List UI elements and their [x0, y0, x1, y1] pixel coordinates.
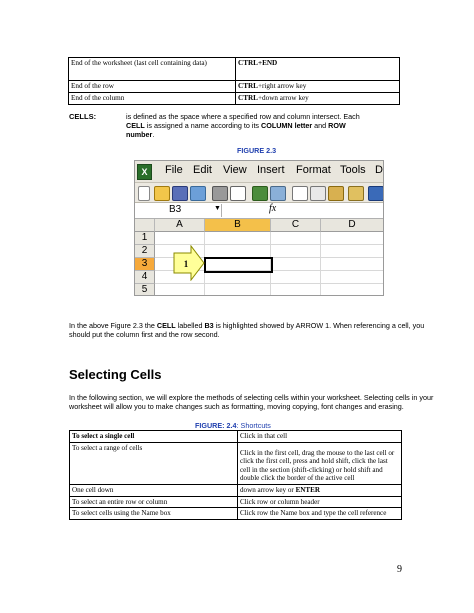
spreadsheet-cell[interactable] [321, 232, 384, 245]
spreadsheet-cell[interactable] [321, 245, 384, 258]
table-cell: End of the row [69, 81, 236, 93]
table-cell: CTRL+down arrow key [236, 93, 400, 105]
spreadsheet-cell[interactable] [321, 284, 384, 296]
section-heading: Selecting Cells [69, 367, 162, 382]
table-cell: To select an entire row or column [70, 496, 238, 508]
name-box[interactable]: B3 ▼ [135, 204, 222, 217]
figure-2-4-caption: FIGURE: 2.4: Shortcuts [195, 421, 271, 430]
table-cell: Click row or column header [238, 496, 402, 508]
row-header[interactable]: 5 [135, 284, 155, 296]
chevron-down-icon[interactable]: ▼ [214, 205, 221, 212]
row-header[interactable]: 4 [135, 271, 155, 284]
menu-file[interactable]: File [165, 164, 183, 176]
formula-bar [135, 203, 383, 219]
row-header[interactable]: 2 [135, 245, 155, 258]
cells-term: CELLS: [69, 112, 97, 121]
table-cell: CTRL+END [236, 58, 400, 81]
table-row [70, 496, 402, 508]
table-cell: One cell down [70, 484, 238, 496]
shortcut-table-top [68, 57, 400, 105]
menu-format[interactable]: Format [296, 164, 331, 176]
spelling-icon[interactable] [252, 186, 268, 201]
excel-screenshot [134, 160, 384, 296]
table-row [69, 93, 400, 105]
cut-icon[interactable] [292, 186, 308, 201]
menu-data[interactable]: D [375, 164, 383, 176]
row-header[interactable]: 3 [135, 258, 155, 271]
undo-icon[interactable] [368, 186, 384, 201]
table-cell: End of the column [69, 93, 236, 105]
column-header[interactable]: A [155, 219, 205, 232]
format-painter-icon[interactable] [348, 186, 364, 201]
research-icon[interactable] [270, 186, 286, 201]
arrow-label: 1 [183, 259, 189, 269]
menu-bar [135, 161, 383, 183]
menu-insert[interactable]: Insert [257, 164, 285, 176]
paste-icon[interactable] [328, 186, 344, 201]
table-row [70, 484, 402, 496]
menu-view[interactable]: View [223, 164, 247, 176]
table-cell: Click in that cell [238, 431, 402, 443]
table-cell: CTRL+right arrow key [236, 81, 400, 93]
selected-cell-b3[interactable] [204, 257, 273, 273]
table-row [70, 508, 402, 520]
table-cell: To select a range of cells [70, 442, 238, 484]
figure-caption: FIGURE 2.3 [237, 146, 277, 155]
spreadsheet-cell[interactable] [155, 284, 205, 296]
select-all-corner[interactable] [135, 219, 155, 232]
spreadsheet-cell[interactable] [271, 258, 321, 271]
print-icon[interactable] [212, 186, 228, 201]
table-cell: To select a single cell [70, 431, 238, 443]
menu-tools[interactable]: Tools [340, 164, 366, 176]
spreadsheet-cell[interactable] [321, 258, 384, 271]
email-icon[interactable] [190, 186, 206, 201]
spreadsheet-cell[interactable] [271, 271, 321, 284]
open-icon[interactable] [154, 186, 170, 201]
excel-app-icon: X [137, 164, 152, 180]
table-cell: Click in the first cell, drag the mouse to the last cell or click the first cell, press and hold shift, click the last cell in the section (shift-clicking) or hold shift and double click the border of the active cell [238, 442, 402, 484]
copy-icon[interactable] [310, 186, 326, 201]
table-cell: Click row the Name box and type the cell reference [238, 508, 402, 520]
page-number: 9 [397, 564, 402, 575]
column-header[interactable]: B [205, 219, 271, 232]
column-header[interactable]: C [271, 219, 321, 232]
cells-definition: is defined as the space where a specified row and column intersect. Each CELL is assigned a name according to its COLUMN letter and ROW number. [126, 112, 360, 140]
spreadsheet-cell[interactable] [205, 284, 271, 296]
table-row [70, 442, 402, 484]
table-cell: End of the worksheet (last cell containing data) [69, 58, 236, 81]
spreadsheet-cell[interactable] [271, 245, 321, 258]
menu-edit[interactable]: Edit [193, 164, 212, 176]
table-cell: down arrow key or ENTER [238, 484, 402, 496]
spreadsheet-cell[interactable] [155, 232, 205, 245]
standard-toolbar [135, 183, 383, 203]
spreadsheet-cell[interactable] [205, 232, 271, 245]
column-header[interactable]: D [321, 219, 384, 232]
new-icon[interactable] [138, 186, 150, 201]
spreadsheet-cell[interactable] [271, 232, 321, 245]
figure-explanation: In the above Figure 2.3 the CELL labelled B3 is highlighted showed by ARROW 1. When referencing a cell, you should put the column first and the row second. [69, 321, 425, 340]
print-preview-icon[interactable] [230, 186, 246, 201]
save-icon[interactable] [172, 186, 188, 201]
table-row [69, 81, 400, 93]
row-header[interactable]: 1 [135, 232, 155, 245]
spreadsheet-cell[interactable] [271, 284, 321, 296]
table-row [69, 58, 400, 81]
shortcuts-table [69, 430, 402, 520]
section-intro: In the following section, we will explore the methods of selecting cells within your worksheet. Selecting cells in your worksheet will allow you to make changes such as formatting, moving copying, font changes and erasing. [69, 393, 434, 412]
table-cell: To select cells using the Name box [70, 508, 238, 520]
table-row [70, 431, 402, 443]
spreadsheet-cell[interactable] [321, 271, 384, 284]
fx-icon[interactable]: fx [269, 203, 277, 214]
arrow-1-icon [173, 245, 205, 281]
